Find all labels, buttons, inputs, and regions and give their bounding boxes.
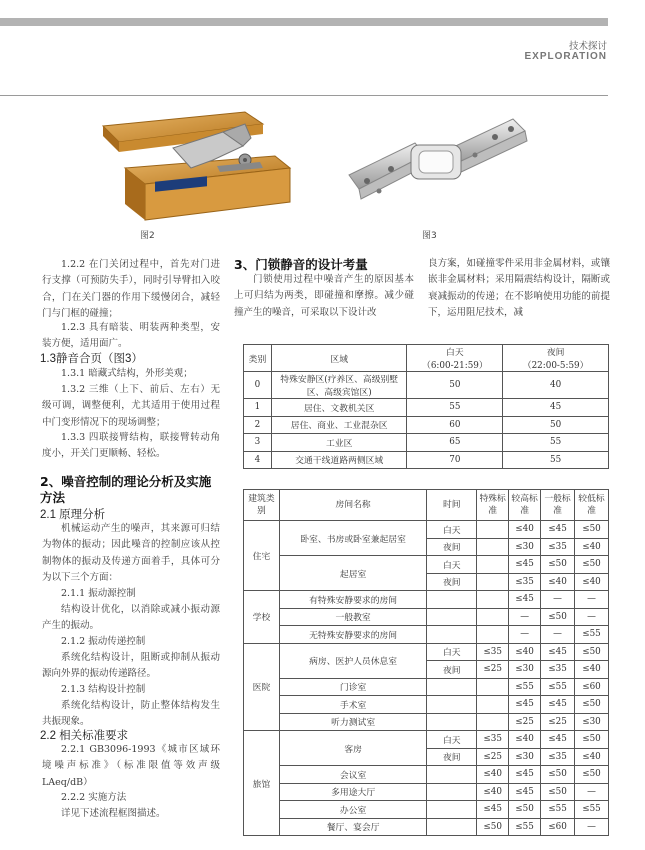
table2-cell: 白天 (427, 556, 477, 574)
table2-cell: — (575, 783, 609, 801)
table2-cell (477, 573, 509, 591)
table2-cell: ≤40 (509, 731, 541, 749)
table2-header-cell: 较高标准 (509, 490, 541, 521)
table1-cell: 居住、商业、工业混杂区 (271, 416, 407, 434)
para-2-1-1-title: 2.1.1 振动源控制 (61, 588, 136, 599)
table1-cell: 工业区 (271, 434, 407, 452)
table2-cell (427, 626, 477, 644)
table2-cell: — (541, 626, 575, 644)
heading-section-2: 2、噪音控制的理论分析及实施方法 (40, 474, 212, 505)
table2-room-cell: 门诊室 (279, 678, 426, 696)
para-2-2-2-title: 2.2.2 实施方法 (61, 792, 127, 803)
table2-room-cell: 手术室 (279, 696, 426, 714)
table1-cell: 55 (503, 434, 609, 452)
noise-standard-table (243, 344, 609, 469)
table1-row (244, 451, 609, 469)
table2-cell: — (575, 591, 609, 609)
table2-cell: 白天 (427, 731, 477, 749)
table2-row (244, 643, 609, 661)
table2-cell: — (575, 608, 609, 626)
table2-cell (427, 678, 477, 696)
table2-row (244, 678, 609, 696)
table2-room-cell: 有特殊安静要求的房间 (279, 591, 426, 609)
table2-row (244, 591, 609, 609)
figure-2-image (95, 108, 295, 233)
table2-room-cell: 病房、医护人员休息室 (279, 643, 426, 678)
table2-cell: ≤35 (541, 661, 575, 679)
table2-cell: ≤50 (575, 556, 609, 574)
table2-cell: ≤35 (477, 643, 509, 661)
table1-header-cell: 夜间 （22:00-5:59） (503, 345, 609, 372)
table2-row (244, 766, 609, 784)
table2-cell: ≤40 (575, 748, 609, 766)
table2-cell (427, 591, 477, 609)
table2-cell: ≤50 (509, 801, 541, 819)
table2-cell: ≤45 (509, 591, 541, 609)
table2-cell: ≤55 (509, 818, 541, 836)
table2-room-cell: 无特殊安静要求的房间 (279, 626, 426, 644)
table2-cell: — (509, 626, 541, 644)
table2-cell: ≤35 (477, 731, 509, 749)
table2-cell (477, 713, 509, 731)
table2-cell: 白天 (427, 643, 477, 661)
section-title-cn: 技术探讨 (568, 41, 607, 52)
table2-room-cell: 会议室 (279, 766, 426, 784)
table2-cell (427, 801, 477, 819)
table2-room-cell: 一般教室 (279, 608, 426, 626)
table1-cell: 2 (244, 416, 272, 434)
table2-cell (477, 626, 509, 644)
para-1-2-2: 1.2.2 在门关闭过程中，首先对门进行支撑（可预防失手），同时引导臂扣入咬合，门在关门器的作用下缓慢闭合，减轻门与门框的碰撞； (42, 259, 220, 320)
table2-cell (477, 608, 509, 626)
table2-cell: 夜间 (427, 661, 477, 679)
table2-cell (427, 696, 477, 714)
table1-header-cell: 类别 (244, 345, 272, 372)
table2-cell (477, 521, 509, 539)
table2-cell: ≤45 (541, 731, 575, 749)
table2-cell: ≤25 (509, 713, 541, 731)
para-2-1-1: 结构设计优化，以消除或减小振动源产生的振动。 (42, 604, 220, 632)
table2-cell (477, 556, 509, 574)
table1-cell: 55 (503, 451, 609, 469)
table2-cell: 夜间 (427, 573, 477, 591)
para-1-2-3: 1.2.3 具有暗装、明装两种类型，安装方便，适用面广。 (42, 322, 220, 350)
table2-cell: ≤40 (575, 538, 609, 556)
table1-header-cell: 白天 （6:00-21:59） (407, 345, 503, 372)
figure-2-caption: 图2 (140, 231, 155, 241)
table1-header-cell: 区域 (271, 345, 407, 372)
table2-cell: ≤30 (575, 713, 609, 731)
table2-cell: ≤50 (575, 696, 609, 714)
table2-cell: ≤55 (575, 801, 609, 819)
table2-cell: — (509, 608, 541, 626)
table1-row (244, 416, 609, 434)
table2-cell (477, 538, 509, 556)
table2-cell: ≤45 (509, 766, 541, 784)
table2-row (244, 556, 609, 574)
table2-cell: ≤50 (541, 766, 575, 784)
table2-cell: ≤25 (477, 661, 509, 679)
table2-room-cell: 客房 (279, 731, 426, 766)
header-divider (0, 95, 608, 96)
table2-cell: ≤60 (541, 818, 575, 836)
table2-cell: ≤50 (541, 556, 575, 574)
table2-cell: — (541, 591, 575, 609)
table2-category-cell: 住宅 (244, 521, 280, 591)
table2-row (244, 818, 609, 836)
para-2-1: 机械运动产生的噪声，其来源可归结为物体的振动；因此噪音的控制应该从控制物体的振动及传递方面着手，具体可分为以下三个方面： (42, 523, 220, 584)
table2-row (244, 713, 609, 731)
table2-cell: ≤50 (575, 731, 609, 749)
table1-row (244, 399, 609, 417)
table2-cell: ≤35 (541, 748, 575, 766)
table2-cell (427, 713, 477, 731)
table2-row (244, 801, 609, 819)
table2-cell: ≤45 (509, 783, 541, 801)
table2-row (244, 696, 609, 714)
table2-cell: ≤40 (575, 661, 609, 679)
room-noise-limit-table (243, 489, 609, 836)
para-3: 门锁使用过程中噪音产生的原因基本上可归结为两类，即碰撞和摩擦。减少碰撞产生的噪音，可采取以下设计改 (234, 274, 414, 318)
para-3-continued: 良方案，如碰撞零件采用非金属材料，或镶嵌非金属材料；采用隔震结构设计，隔断或衰减振动的传递；在不影响使用功能的前提下，运用阻尼技术，减 (428, 258, 610, 319)
table2-cell: 白天 (427, 521, 477, 539)
table2-cell: ≤55 (509, 678, 541, 696)
table2-cell: ≤40 (575, 573, 609, 591)
table2-row (244, 731, 609, 749)
table2-header-cell: 特殊标准 (477, 490, 509, 521)
table2-cell: ≤45 (509, 556, 541, 574)
table2-cell: ≤50 (575, 521, 609, 539)
table2-cell: ≤30 (509, 538, 541, 556)
table2-room-cell: 办公室 (279, 801, 426, 819)
top-rule (0, 18, 608, 26)
table2-room-cell: 起居室 (279, 556, 426, 591)
table2-cell: ≤40 (477, 766, 509, 784)
figure-3-caption: 图3 (422, 231, 437, 241)
para-1-3-3: 1.3.3 四联接臂结构，联接臂转动角度小，开关门更顺畅、轻松。 (42, 432, 220, 460)
table1-cell: 50 (503, 416, 609, 434)
table2-cell (427, 818, 477, 836)
para-2-1-3: 系统化结构设计，防止整体结构发生共振现象。 (42, 700, 220, 728)
para-2-1-3-title: 2.1.3 结构设计控制 (61, 684, 146, 695)
table2-cell: ≤25 (477, 748, 509, 766)
table1-cell: 3 (244, 434, 272, 452)
para-2-1-2-title: 2.1.2 振动传递控制 (61, 636, 146, 647)
table1-cell: 60 (407, 416, 503, 434)
table1-cell: 4 (244, 451, 272, 469)
table1-cell: 0 (244, 372, 272, 399)
table2-cell: ≤45 (541, 521, 575, 539)
table2-cell: ≤40 (477, 783, 509, 801)
table1-cell: 交通干线道路两侧区域 (271, 451, 407, 469)
heading-2-2: 2.2 相关标准要求 (40, 730, 129, 742)
para-1-3-1: 1.3.1 暗藏式结构，外形美观； (61, 368, 193, 379)
table2-category-cell: 医院 (244, 643, 280, 731)
table2-category-cell: 旅馆 (244, 731, 280, 836)
table2-header-cell: 建筑类别 (244, 490, 280, 521)
table2-cell: ≤30 (509, 748, 541, 766)
table2-cell: ≤55 (541, 801, 575, 819)
table1-cell: 居住、文教机关区 (271, 399, 407, 417)
table2-room-cell: 多用途大厅 (279, 783, 426, 801)
heading-section-3: 3、门锁静音的设计考量 (234, 257, 368, 272)
table2-cell: ≤40 (509, 643, 541, 661)
table2-room-cell: 卧室、书房或卧室兼起居室 (279, 521, 426, 556)
table2-row (244, 521, 609, 539)
table1-cell: 1 (244, 399, 272, 417)
table2-cell: 夜间 (427, 538, 477, 556)
table2-header-cell: 时间 (427, 490, 477, 521)
table1-cell: 70 (407, 451, 503, 469)
table2-cell: ≤30 (509, 661, 541, 679)
table2-cell: ≤60 (575, 678, 609, 696)
table2-cell: ≤55 (575, 626, 609, 644)
table2-cell: ≤50 (477, 818, 509, 836)
table2-cell: ≤35 (509, 573, 541, 591)
table2-cell: ≤50 (575, 643, 609, 661)
table2-cell: ≤40 (541, 573, 575, 591)
table2-row (244, 626, 609, 644)
table2-header-cell: 一般标准 (541, 490, 575, 521)
section-title-en: EXPLORATION (524, 51, 607, 62)
table2-category-cell: 学校 (244, 591, 280, 644)
table1-cell: 55 (407, 399, 503, 417)
table2-cell: — (575, 818, 609, 836)
heading-1-3: 1.3静音合页（图3） (40, 353, 143, 365)
table2-cell: ≤50 (575, 766, 609, 784)
table2-cell: ≤45 (541, 643, 575, 661)
table2-room-cell: 听力测试室 (279, 713, 426, 731)
table1-cell: 40 (503, 372, 609, 399)
table2-cell: ≤45 (477, 801, 509, 819)
table2-cell (427, 783, 477, 801)
table1-cell: 50 (407, 372, 503, 399)
para-2-1-2: 系统化结构设计，阻断或抑制从振动源向外界的振动传递路径。 (42, 652, 220, 680)
table1-row (244, 372, 609, 399)
table2-cell (477, 678, 509, 696)
table1-cell: 65 (407, 434, 503, 452)
table1-row (244, 434, 609, 452)
table1-cell: 45 (503, 399, 609, 417)
para-2-2-1: 2.2.1 GB3096-1993《城市区域环境噪声标准》（标准限值等效声级LAeq/dB） (42, 744, 220, 788)
table1-cell: 特殊安静区(疗养区、高级别墅区、高级宾馆区) (271, 372, 407, 399)
table2-cell: ≤35 (541, 538, 575, 556)
table2-cell: ≤50 (541, 608, 575, 626)
para-1-3-2: 1.3.2 三维（上下、前后、左右）无级可调，调整便利，尤其适用于使用过程中门变形情况下的现场调整； (42, 384, 220, 428)
figure-3-image (345, 115, 530, 223)
table2-header-cell: 房间名称 (279, 490, 426, 521)
table2-row (244, 608, 609, 626)
table2-cell (427, 766, 477, 784)
table2-cell (477, 696, 509, 714)
table2-row (244, 783, 609, 801)
table2-room-cell: 餐厅、宴会厅 (279, 818, 426, 836)
table2-cell: ≤25 (541, 713, 575, 731)
table2-cell (427, 608, 477, 626)
table2-cell: 夜间 (427, 748, 477, 766)
table2-cell: ≤45 (541, 696, 575, 714)
table2-cell: ≤50 (541, 783, 575, 801)
table2-cell: ≤55 (541, 678, 575, 696)
heading-2-1: 2.1 原理分析 (40, 509, 106, 521)
table2-header-cell: 较低标准 (575, 490, 609, 521)
table2-cell: ≤40 (509, 521, 541, 539)
table2-cell: ≤45 (509, 696, 541, 714)
para-2-2-2: 详见下述流程框图描述。 (61, 808, 166, 819)
table2-cell (477, 591, 509, 609)
